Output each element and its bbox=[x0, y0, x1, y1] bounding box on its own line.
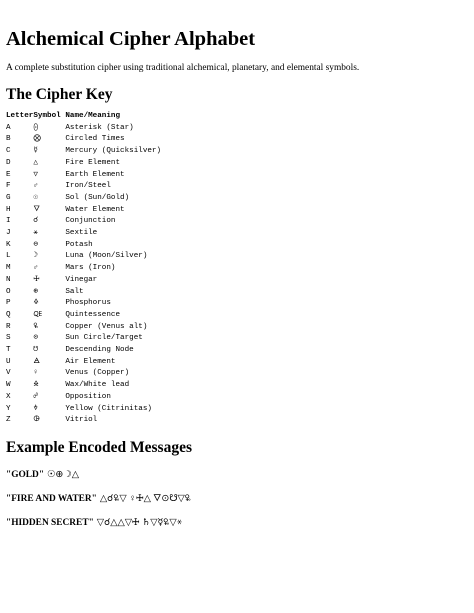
cipher-meaning: Conjunction bbox=[65, 217, 116, 226]
cipher-meaning: Luna (Moon/Silver) bbox=[65, 252, 148, 261]
table-row bbox=[6, 263, 185, 275]
cipher-key-heading: The Cipher Key bbox=[6, 86, 113, 103]
cipher-meaning: Opposition bbox=[65, 392, 111, 401]
message-ciphertext: ▽☌△△▽🜊 ♄▽☿🜠▽⚹ bbox=[96, 517, 183, 528]
cipher-meaning: Mars (Iron) bbox=[65, 264, 116, 273]
cipher-letter: D bbox=[6, 158, 11, 167]
table-row bbox=[6, 158, 185, 170]
cipher-meaning: Asterisk (Star) bbox=[65, 123, 134, 132]
table-row bbox=[6, 380, 185, 392]
cipher-table-body bbox=[6, 123, 185, 427]
cipher-letter: P bbox=[6, 299, 11, 308]
encoded-message bbox=[6, 517, 468, 529]
cipher-symbol: ♀ bbox=[33, 369, 38, 378]
table-row bbox=[6, 146, 185, 158]
cipher-symbol: 🜠 bbox=[33, 322, 39, 331]
table-row bbox=[6, 415, 185, 427]
cipher-letter: H bbox=[6, 205, 11, 214]
cipher-letter: K bbox=[6, 240, 11, 249]
cipher-symbol: 🜍 bbox=[33, 299, 39, 308]
cipher-meaning: Vinegar bbox=[65, 275, 98, 284]
cipher-symbol: ⊙ bbox=[33, 334, 38, 343]
table-row bbox=[6, 228, 185, 240]
cipher-symbol: 🜀 bbox=[33, 310, 43, 319]
cipher-symbol: 🜊 bbox=[33, 275, 40, 284]
cipher-meaning: Yellow (Citrinitas) bbox=[65, 404, 152, 413]
cipher-symbol: ☌ bbox=[33, 217, 38, 226]
cipher-meaning: Vitriol bbox=[65, 416, 98, 425]
cipher-meaning: Fire Element bbox=[65, 158, 121, 167]
table-header-row bbox=[6, 111, 185, 123]
cipher-letter: X bbox=[6, 392, 11, 401]
cipher-meaning: Iron/Steel bbox=[65, 182, 111, 191]
cipher-meaning: Mercury (Quicksilver) bbox=[65, 147, 162, 156]
cipher-meaning: Quintessence bbox=[65, 310, 121, 319]
cipher-symbol: ☉ bbox=[33, 193, 38, 202]
cipher-symbol: 🜞 bbox=[33, 404, 38, 413]
cipher-letter: I bbox=[6, 217, 11, 226]
table-row bbox=[6, 193, 185, 205]
table-row bbox=[6, 251, 185, 263]
encoded-message bbox=[6, 469, 468, 481]
cipher-symbol: ☽ bbox=[33, 252, 38, 261]
cipher-symbol: ⚹ bbox=[33, 229, 38, 238]
cipher-letter: E bbox=[6, 170, 11, 179]
cipher-letter: U bbox=[6, 357, 11, 366]
cipher-meaning: Potash bbox=[65, 240, 93, 249]
cipher-symbol: ⨀ bbox=[33, 123, 38, 132]
cipher-meaning: Salt bbox=[65, 287, 84, 296]
cipher-letter: V bbox=[6, 369, 11, 378]
intro-paragraph: A complete substitution cipher using traditional alchemical, planetary, and elemental symbols. bbox=[6, 63, 360, 73]
column-header-meaning: Name/Meaning bbox=[65, 112, 121, 120]
cipher-meaning: Sol (Sun/Gold) bbox=[65, 193, 130, 202]
cipher-symbol: 🜖 bbox=[33, 416, 40, 425]
message-ciphertext: △☌🜠▽ ♀🜊△ 🜄⊙☋▽🜠 bbox=[99, 493, 191, 504]
table-row bbox=[6, 287, 185, 299]
cipher-key-table bbox=[6, 111, 185, 427]
encoded-message bbox=[6, 493, 468, 505]
cipher-meaning: Earth Element bbox=[65, 170, 125, 179]
cipher-meaning: Sun Circle/Target bbox=[65, 334, 143, 343]
table-row bbox=[6, 404, 185, 416]
cipher-letter: F bbox=[6, 182, 11, 191]
cipher-symbol: ☍ bbox=[33, 392, 38, 401]
table-row bbox=[6, 310, 185, 322]
cipher-symbol: ⊖ bbox=[33, 240, 38, 249]
cipher-meaning: Phosphorus bbox=[65, 299, 111, 308]
table-row bbox=[6, 181, 185, 193]
column-header-letter: Letter bbox=[6, 112, 34, 120]
cipher-symbol: ⨂ bbox=[33, 135, 41, 144]
cipher-symbol: ☋ bbox=[33, 346, 38, 355]
table-row bbox=[6, 275, 185, 287]
table-row bbox=[6, 392, 185, 404]
table-row bbox=[6, 123, 185, 135]
cipher-meaning: Water Element bbox=[65, 205, 125, 214]
table-row bbox=[6, 134, 185, 146]
message-ciphertext: ☉⊕☽△ bbox=[47, 469, 79, 480]
cipher-symbol: ♂ bbox=[33, 264, 38, 273]
cipher-letter: C bbox=[6, 147, 11, 156]
cipher-symbol: ▽ bbox=[33, 170, 38, 179]
cipher-letter: N bbox=[6, 275, 11, 284]
table-row bbox=[6, 345, 185, 357]
table-row bbox=[6, 170, 185, 182]
page-title: Alchemical Cipher Alphabet bbox=[6, 28, 256, 50]
cipher-symbol: 🜄 bbox=[33, 205, 40, 214]
table-row bbox=[6, 298, 185, 310]
cipher-symbol: ☿ bbox=[33, 147, 38, 156]
cipher-letter: J bbox=[6, 229, 11, 238]
cipher-meaning: Air Element bbox=[65, 357, 116, 366]
cipher-symbol: △ bbox=[33, 158, 38, 167]
cipher-letter: W bbox=[6, 381, 11, 390]
cipher-letter: S bbox=[6, 334, 11, 343]
table-row bbox=[6, 357, 185, 369]
table-row bbox=[6, 216, 185, 228]
encoded-messages-list bbox=[6, 469, 468, 529]
cipher-letter: R bbox=[6, 322, 11, 331]
table-row bbox=[6, 240, 185, 252]
cipher-symbol: ⊕ bbox=[33, 287, 38, 296]
table-row bbox=[6, 322, 185, 334]
cipher-letter: B bbox=[6, 135, 11, 144]
cipher-symbol: ♂ bbox=[33, 182, 38, 191]
cipher-letter: Z bbox=[6, 416, 11, 425]
cipher-letter: Q bbox=[6, 310, 11, 319]
cipher-meaning: Venus (Copper) bbox=[65, 369, 130, 378]
cipher-meaning: Descending Node bbox=[65, 346, 134, 355]
encoded-messages-heading: Example Encoded Messages bbox=[6, 438, 192, 456]
table-row bbox=[6, 333, 185, 345]
cipher-letter: T bbox=[6, 346, 11, 355]
cipher-meaning: Wax/White lead bbox=[65, 381, 130, 390]
cipher-symbol: 🜎 bbox=[33, 381, 39, 390]
cipher-letter: L bbox=[6, 252, 11, 261]
cipher-letter: G bbox=[6, 193, 11, 202]
column-header-symbol: Symbol bbox=[33, 112, 61, 120]
cipher-meaning: Copper (Venus alt) bbox=[65, 322, 148, 331]
message-plaintext: "HIDDEN SECRET" bbox=[6, 517, 94, 528]
message-plaintext: "FIRE AND WATER" bbox=[6, 493, 97, 504]
cipher-letter: M bbox=[6, 264, 11, 273]
message-plaintext: "GOLD" bbox=[6, 469, 45, 480]
cipher-letter: O bbox=[6, 287, 11, 296]
cipher-letter: A bbox=[6, 123, 11, 132]
cipher-meaning: Circled Times bbox=[65, 135, 125, 144]
cipher-meaning: Sextile bbox=[65, 229, 98, 238]
cipher-symbol: 🜁 bbox=[33, 357, 40, 366]
table-row bbox=[6, 205, 185, 217]
cipher-letter: Y bbox=[6, 404, 11, 413]
table-row bbox=[6, 368, 185, 380]
